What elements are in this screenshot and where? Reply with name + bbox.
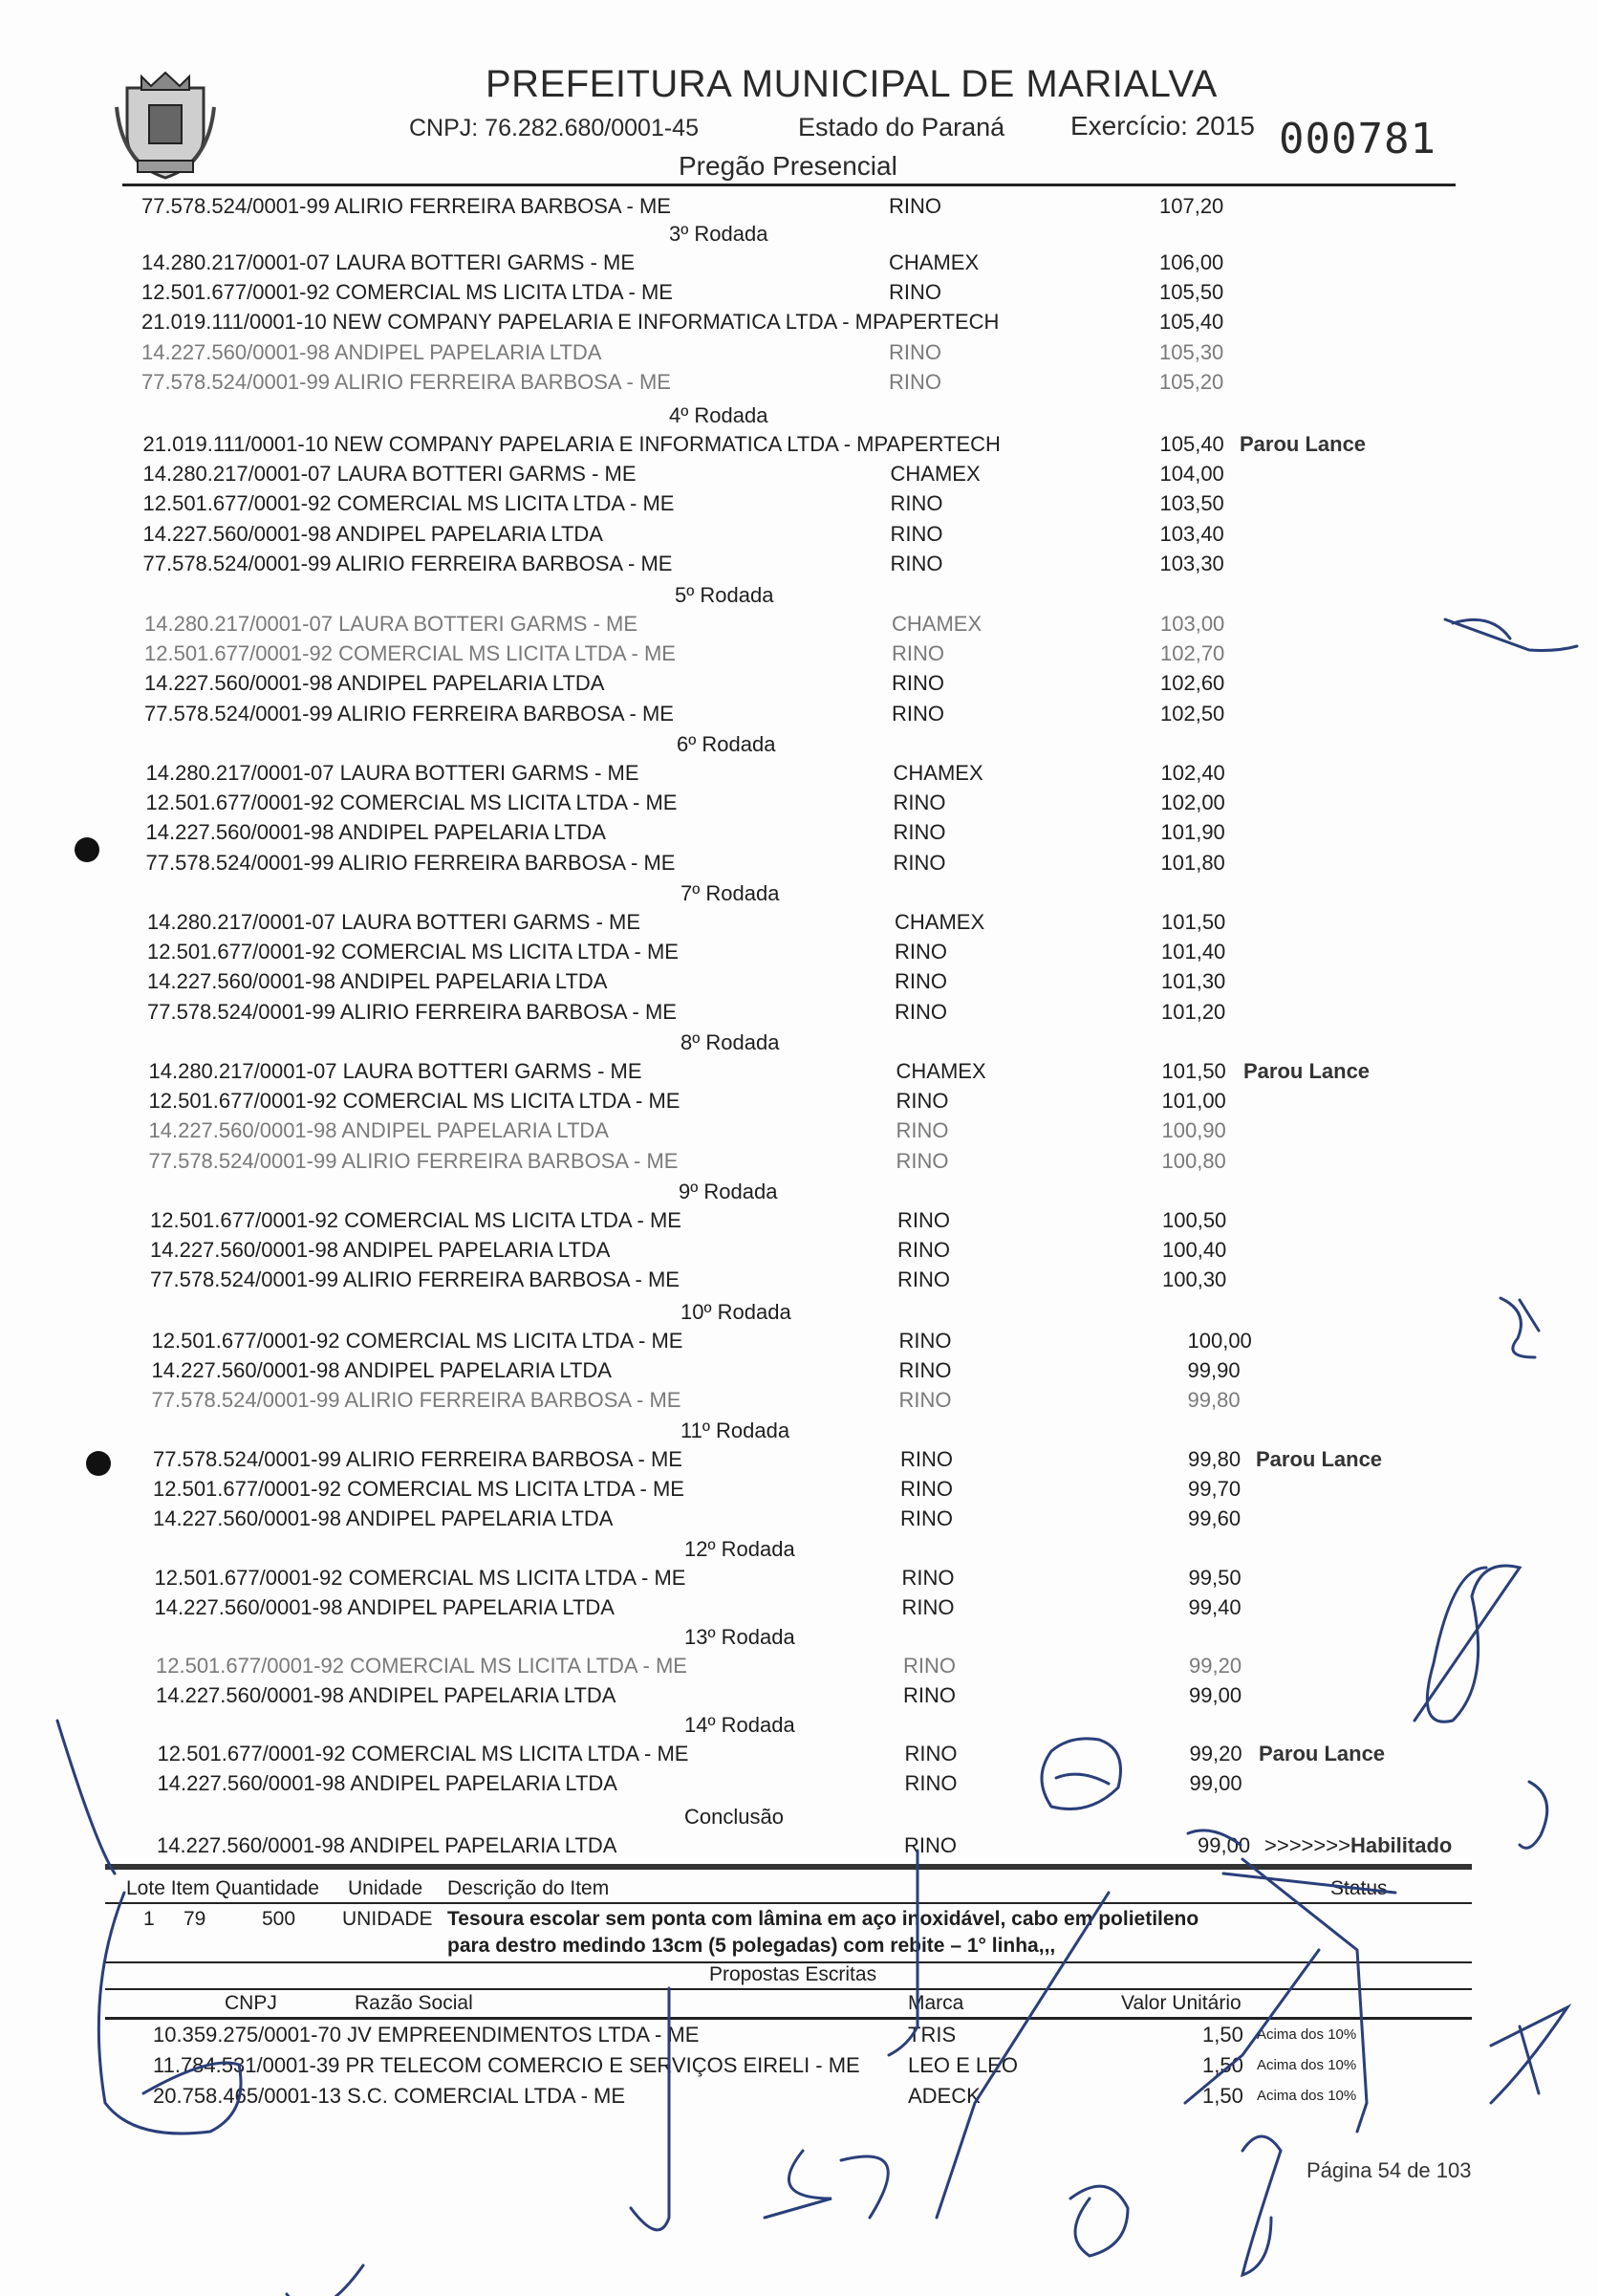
lot-quantity: 500 [262,1908,296,1930]
winner-status: Habilitado [1350,1833,1453,1857]
bid-value: 100,50 [1162,1208,1227,1232]
bid-brand: CHAMEX [889,250,980,274]
bid-value: 99,50 [1188,1566,1242,1590]
bid-value: 103,30 [1159,551,1224,575]
table-row [0,851,1598,879]
punch-hole [86,1451,111,1476]
table-row [0,1267,1598,1296]
bid-value: 105,50 [1159,280,1224,305]
bid-value: 99,60 [1188,1506,1242,1531]
page-title: PREFEITURA MUNICIPAL DE MARIALVA [486,63,1218,105]
bid-brand: CHAMEX [893,761,983,785]
bid-company: 14.227.560/0001-98 ANDIPEL PAPELARIA LTDA [144,671,605,696]
table-row [0,761,1598,790]
table-row [0,194,1598,223]
bid-company: 77.578.524/0001-99 ALIRIO FERREIRA BARBOSA - ME [142,551,673,575]
bid-brand: RINO [889,280,941,305]
round-label: 9º Rodada [679,1180,778,1203]
bid-status: Parou Lance [1243,1059,1371,1083]
bid-company: 14.280.217/0001-07 LAURA BOTTERI GARMS - ME [147,910,641,934]
bid-brand: RINO [898,1329,952,1353]
bid-value: 99,20 [1189,1654,1242,1678]
bid-brand: RINO [898,1388,952,1413]
table-row [0,1654,1598,1682]
bid-value: 106,00 [1159,250,1224,274]
proposal-note: Acima dos 10% [1257,2026,1357,2043]
col-valor-unitario: Valor Unitário [1121,1992,1242,2014]
header-estado: Estado do Paraná [798,113,1005,141]
table-row [0,1208,1598,1237]
page-footer: Página 54 de 103 [1306,2158,1472,2182]
bid-company: 14.280.217/0001-07 LAURA BOTTERI GARMS - ME [142,462,637,487]
bid-value: 105,40 [1159,432,1224,456]
winner-brand: RINO [904,1833,957,1857]
bid-company: 77.578.524/0001-99 ALIRIO FERREIRA BARBOSA - ME [151,1388,681,1413]
table-row [0,1477,1598,1505]
bid-company: 12.501.677/0001-92 COMERCIAL MS LICITA LTDA - ME [144,641,676,666]
bid-brand: RINO [900,1477,953,1502]
round-label: 7º Rodada [680,881,780,905]
bid-brand: RINO [892,671,944,696]
table-row [0,1447,1598,1476]
table-row [0,310,1598,338]
table-row [0,1771,1598,1800]
table-row [0,671,1598,700]
bid-company: 77.578.524/0001-99 ALIRIO FERREIRA BARBOSA - ME [147,999,677,1024]
round-label: 12º Rodada [684,1537,795,1561]
bid-value: 105,20 [1159,369,1224,394]
bid-brand: RINO [897,1238,950,1263]
bid-value: 100,00 [1187,1329,1252,1353]
proposal-row [0,2053,1598,2082]
round-label: 3º Rodada [669,222,768,246]
bid-value: 107,20 [1159,194,1224,218]
bid-company: 77.578.524/0001-99 ALIRIO FERREIRA BARBOSA - ME [144,701,674,726]
bid-brand: RINO [890,491,943,516]
bid-value: 101,50 [1161,910,1226,934]
bid-brand: RINO [890,551,943,575]
bid-value: 101,80 [1160,850,1225,875]
bid-company: 12.501.677/0001-92 COMERCIAL MS LICITA LTDA - ME [142,491,675,516]
bid-company: 14.227.560/0001-98 ANDIPEL PAPELARIA LTDA [154,1595,615,1620]
table-row [0,1742,1598,1770]
bid-brand: RINO [889,369,941,394]
bid-brand: RINO [903,1654,956,1678]
table-row [0,552,1598,580]
bid-value: 99,70 [1188,1477,1242,1502]
bid-company: 77.578.524/0001-99 ALIRIO FERREIRA BARBOSA - ME [145,850,676,875]
bid-company: 14.227.560/0001-98 ANDIPEL PAPELARIA LTDA [150,1238,611,1263]
bid-value: 100,90 [1161,1118,1226,1143]
bid-brand: RINO [889,339,941,364]
bid-value: 99,20 [1189,1742,1242,1765]
bid-value: 105,30 [1159,339,1224,364]
lot-description: Tesoura escolar sem ponta com lâmina em aço inoxidável, cabo em polietileno [447,1908,1199,1930]
bid-value: 101,00 [1161,1089,1226,1114]
bid-brand: RINO [900,1447,953,1471]
proposal-value: 1,50 [1202,2053,1243,2077]
table-row [0,1059,1598,1088]
bid-value: 102,50 [1160,701,1225,726]
col-descricao: Descrição do Item [447,1877,610,1899]
bid-brand: RINO [889,194,941,218]
bid-company: 14.227.560/0001-98 ANDIPEL PAPELARIA LTDA [148,1118,609,1143]
round-label: 13º Rodada [684,1625,795,1649]
col-cnpj: CNPJ [225,1992,277,2014]
table-row [0,1566,1598,1594]
bid-brand: CHAMEX [896,1059,986,1083]
bid-company: 12.501.677/0001-92 COMERCIAL MS LICITA LTDA - ME [156,1654,687,1678]
bid-company: 12.501.677/0001-92 COMERCIAL MS LICITA LTDA - ME [154,1566,686,1590]
round-label: 4º Rodada [669,403,768,427]
bid-brand: RINO [895,969,947,994]
bid-brand: RINO [900,1506,953,1531]
proposal-brand: TRIS [908,2023,957,2047]
bid-value: 100,30 [1162,1267,1227,1292]
lot-header-rule [105,1902,1472,1904]
bid-value: 100,40 [1162,1238,1227,1263]
table-row [0,1000,1598,1029]
proposal-value: 1,50 [1202,2023,1243,2047]
bid-company: 12.501.677/0001-92 COMERCIAL MS LICITA LTDA - ME [157,1742,689,1765]
conclusion-row [0,1833,1598,1862]
bid-brand: RINO [896,1118,949,1143]
proposal-company: 11.784.531/0001-39 PR TELECOM COMERCIO E SERVIÇOS EIRELI - ME [153,2053,860,2077]
bid-company: 14.227.560/0001-98 ANDIPEL PAPELARIA LTDA [141,339,602,364]
page-number-stamp: 000781 [1279,115,1436,163]
bid-brand: RINO [893,791,946,815]
bid-company: 12.501.677/0001-92 COMERCIAL MS LICITA LTDA - ME [145,791,678,815]
bid-company: 14.227.560/0001-98 ANDIPEL PAPELARIA LTDA [157,1771,617,1796]
table-row [0,641,1598,670]
table-row [0,702,1598,730]
bid-value: 102,70 [1160,641,1225,666]
proposal-brand: ADECK [908,2084,981,2108]
table-row [0,280,1598,309]
table-row [0,370,1598,399]
bid-company: 14.280.217/0001-07 LAURA BOTTERI GARMS - ME [144,612,638,636]
bid-company: 21.019.111/0001-10 NEW COMPANY PAPELARIA E INFORMATICA LTDA - MPAPERTECH [141,310,1000,335]
table-row [0,1149,1598,1178]
bid-company: 12.501.677/0001-92 COMERCIAL MS LICITA LTDA - ME [150,1208,681,1232]
bid-company: 14.227.560/0001-98 ANDIPEL PAPELARIA LTDA [147,969,608,994]
bid-value: 99,90 [1187,1358,1241,1383]
bid-value: 101,40 [1161,940,1226,964]
bid-brand: RINO [897,1208,950,1232]
bid-value: 101,20 [1161,999,1226,1024]
lot-unit: UNIDADE [342,1908,433,1930]
bid-brand: RINO [893,820,946,845]
bid-company: 77.578.524/0001-99 ALIRIO FERREIRA BARBOSA - ME [141,194,671,218]
table-row [0,1118,1598,1147]
lot-item: 79 [184,1908,206,1930]
bid-value: 99,80 [1188,1447,1242,1471]
bid-company: 14.280.217/0001-07 LAURA BOTTERI GARMS - ME [141,250,636,274]
bid-brand: RINO [895,999,947,1024]
table-row [0,969,1598,998]
bid-value: 103,00 [1160,612,1225,636]
bid-company: 12.501.677/0001-92 COMERCIAL MS LICITA LTDA - ME [151,1329,683,1353]
proposal-value: 1,50 [1202,2084,1243,2108]
bid-value: 99,80 [1187,1388,1241,1413]
table-row [0,1329,1598,1357]
table-row [0,462,1598,490]
bid-brand: RINO [903,1683,956,1708]
bid-value: 101,30 [1161,969,1226,994]
table-row [0,612,1598,640]
table-row [0,522,1598,551]
bid-company: 12.501.677/0001-92 COMERCIAL MS LICITA LTDA - ME [141,280,673,305]
bid-brand: RINO [897,1267,950,1292]
round-label: 8º Rodada [680,1030,780,1054]
header-tipo: Pregão Presencial [679,151,897,181]
col-razao-social: Razão Social [355,1992,473,2014]
bid-status: Parou Lance [1256,1447,1383,1471]
header-divider [122,184,1456,186]
bid-value: 101,90 [1160,820,1225,845]
bid-brand: RINO [893,850,946,875]
bid-brand: CHAMEX [892,612,983,636]
bid-company: 21.019.111/0001-10 NEW COMPANY PAPELARIA E INFORMATICA LTDA - MPAPERTECH [142,432,1001,456]
lot-number: 1 [143,1908,155,1930]
table-row [0,250,1598,279]
proposal-note: Acima dos 10% [1257,2057,1357,2073]
bid-value: 102,60 [1160,671,1225,696]
bid-brand: RINO [892,641,944,666]
round-label: 6º Rodada [677,732,776,756]
col-status: Status [1330,1877,1388,1899]
proposal-brand: LEO E LEO [908,2053,1018,2077]
proposal-company: 20.758.465/0001-13 S.C. COMERCIAL LTDA - ME [153,2084,626,2108]
propostas-header-rule [105,2017,1472,2020]
winner-company: 14.227.560/0001-98 ANDIPEL PAPELARIA LTDA [157,1833,617,1857]
round-label: 14º Rodada [684,1713,795,1737]
bid-company: 77.578.524/0001-99 ALIRIO FERREIRA BARBOSA - ME [141,369,671,394]
bid-company: 14.227.560/0001-98 ANDIPEL PAPELARIA LTDA [142,521,603,546]
col-marca: Marca [908,1992,964,2014]
round-label: 11º Rodada [680,1419,790,1442]
bid-value: 104,00 [1159,462,1224,487]
bid-value: 100,80 [1161,1148,1226,1173]
table-row [0,1595,1598,1624]
bid-company: 14.280.217/0001-07 LAURA BOTTERI GARMS - ME [148,1059,642,1083]
bid-company: 12.501.677/0001-92 COMERCIAL MS LICITA LTDA - ME [153,1477,684,1502]
bid-company: 77.578.524/0001-99 ALIRIO FERREIRA BARBOSA - ME [148,1148,679,1173]
bid-brand: RINO [901,1566,955,1590]
bid-value: 103,50 [1159,491,1224,516]
lot-divider [105,1864,1472,1870]
table-row [0,432,1598,461]
bid-company: 12.501.677/0001-92 COMERCIAL MS LICITA LTDA - ME [148,1089,680,1114]
propostas-title-rule [105,1988,1472,1990]
header-cnpj: CNPJ: 76.282.680/0001-45 [409,115,699,141]
bid-status: Parou Lance [1240,432,1367,456]
table-row [0,1238,1598,1267]
bid-value: 99,00 [1189,1771,1242,1796]
bid-value: 105,40 [1159,310,1224,335]
bid-value: 99,40 [1188,1595,1242,1620]
bid-value: 103,40 [1159,521,1224,546]
bid-company: 14.227.560/0001-98 ANDIPEL PAPELARIA LTDA [156,1683,616,1708]
winner-arrows: >>>>>>> [1264,1833,1350,1857]
bid-company: 14.227.560/0001-98 ANDIPEL PAPELARIA LTDA [153,1506,614,1531]
punch-hole [75,837,99,862]
table-row [0,1089,1598,1117]
table-row [0,1358,1598,1387]
table-row [0,910,1598,939]
table-row [0,940,1598,968]
bid-brand: RINO [890,521,943,546]
table-row [0,340,1598,369]
propostas-title: Propostas Escritas [709,1963,877,1985]
table-row [0,820,1598,849]
round-label: 5º Rodada [675,583,774,607]
table-row [0,1506,1598,1535]
header-exercicio: Exercício: 2015 [1070,111,1255,141]
bid-brand: RINO [892,701,944,726]
bid-value: 102,00 [1160,791,1225,815]
bid-brand: RINO [896,1089,949,1114]
bid-brand: RINO [904,1771,958,1796]
table-row [0,1683,1598,1712]
bid-status: Parou Lance [1259,1742,1386,1765]
bid-company: 14.227.560/0001-98 ANDIPEL PAPELARIA LTDA [145,820,606,845]
lot-description-2: para destro medindo 13cm (5 polegadas) com rebite – 1° linha,,, [447,1935,1056,1957]
bid-brand: RINO [896,1148,949,1173]
proposal-row [0,2023,1598,2051]
bid-value: 102,40 [1160,761,1225,785]
table-row [0,491,1598,520]
bid-company: 77.578.524/0001-99 ALIRIO FERREIRA BARBOSA - ME [153,1447,682,1471]
winner-value: 99,00 [1198,1833,1251,1857]
bid-company: 14.280.217/0001-07 LAURA BOTTERI GARMS - ME [145,761,639,785]
bid-value: 101,50 [1161,1059,1226,1083]
col-unidade: Unidade [348,1877,423,1899]
bid-company: 77.578.524/0001-99 ALIRIO FERREIRA BARBOSA - ME [150,1267,680,1292]
conclusion-label: Conclusão [684,1805,784,1829]
bid-brand: RINO [904,1742,958,1765]
bid-brand: CHAMEX [890,462,981,487]
bid-brand: RINO [901,1595,955,1620]
bid-value: 99,00 [1189,1683,1242,1708]
bid-brand: CHAMEX [895,910,985,934]
table-row [0,1388,1598,1417]
round-label: 10º Rodada [680,1300,791,1324]
bid-company: 14.227.560/0001-98 ANDIPEL PAPELARIA LTDA [151,1358,612,1383]
bid-company: 12.501.677/0001-92 COMERCIAL MS LICITA LTDA - ME [147,940,679,964]
municipal-crest-icon [113,69,218,182]
bid-brand: RINO [898,1358,952,1383]
proposal-row [0,2084,1598,2112]
table-row [0,791,1598,819]
col-lote-item-qtd: Lote Item Quantidade [126,1877,319,1899]
proposal-note: Acima dos 10% [1257,2088,1357,2104]
bid-brand: RINO [895,940,947,964]
proposal-company: 10.359.275/0001-70 JV EMPREENDIMENTOS LTDA - ME [153,2023,700,2047]
